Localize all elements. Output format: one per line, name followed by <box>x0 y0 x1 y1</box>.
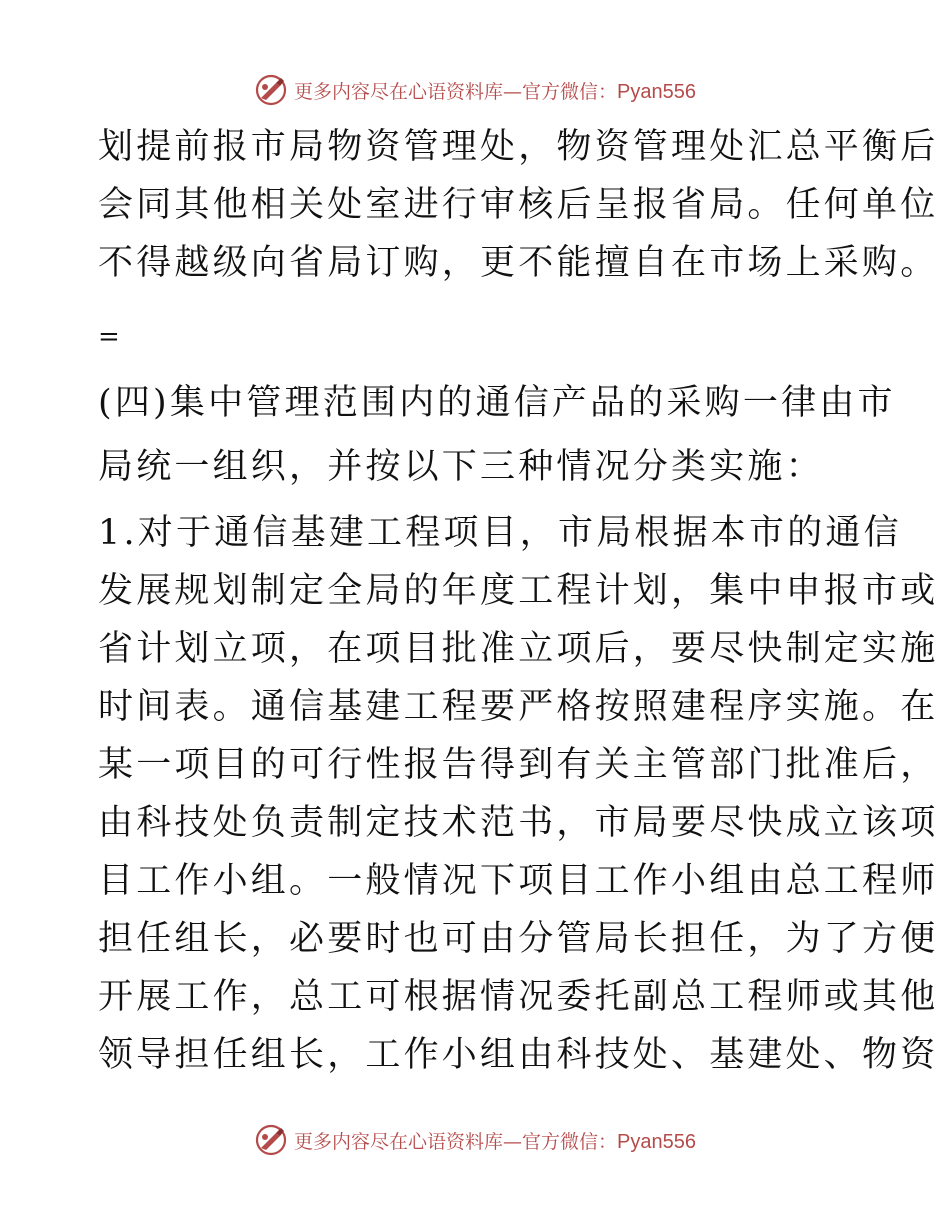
watermark-text: 更多内容尽在心语资料库—官方微信：Pyan556 <box>294 80 696 103</box>
footer-watermark <box>0 1120 950 1160</box>
text-line: 开展工作，总工可根据情况委托副总工程师或其他 <box>98 977 939 1017</box>
text-line: 局统一组织，并按以下三种情况分类实施： <box>98 447 824 487</box>
text-line: 目工作小组。一般情况下项目工作小组由总工程师 <box>98 861 939 901</box>
header-watermark <box>0 70 950 110</box>
text-line: 划提前报市局物资管理处，物资管理处汇总平衡后 <box>98 127 939 167</box>
text-line: 某一项目的可行性报告得到有关主管部门批准后， <box>98 745 939 785</box>
text-line: 时间表。通信基建工程要严格按照建程序实施。在 <box>98 687 939 727</box>
text-line: 会同其他相关处室进行审核后呈报省局。任何单位 <box>98 185 939 225</box>
text-line: 发展规划制定全局的年度工程计划，集中申报市或 <box>98 571 939 611</box>
watermark-logo-icon <box>254 73 288 107</box>
list-item-line: 1.对于通信基建工程项目，市局根据本市的通信 <box>98 513 902 553</box>
text-line: 领导担任组长，工作小组由科技处、基建处、物资 <box>98 1035 939 1075</box>
section-heading-line: (四)集中管理范围内的通信产品的采购一律由市 <box>98 383 896 423</box>
watermark-text: 更多内容尽在心语资料库—官方微信：Pyan556 <box>294 1130 696 1153</box>
text-line: 担任组长，必要时也可由分管局长担任，为了方便 <box>98 919 939 959</box>
text-line: = <box>98 322 123 352</box>
text-line: 省计划立项，在项目批准立项后，要尽快制定实施 <box>98 629 939 669</box>
watermark-logo-icon <box>254 1123 288 1157</box>
text-line: 由科技处负责制定技术范书，市局要尽快成立该项 <box>98 803 939 843</box>
document-body <box>98 118 939 1084</box>
text-line: 不得越级向省局订购，更不能擅自在市场上采购。 <box>98 243 939 283</box>
